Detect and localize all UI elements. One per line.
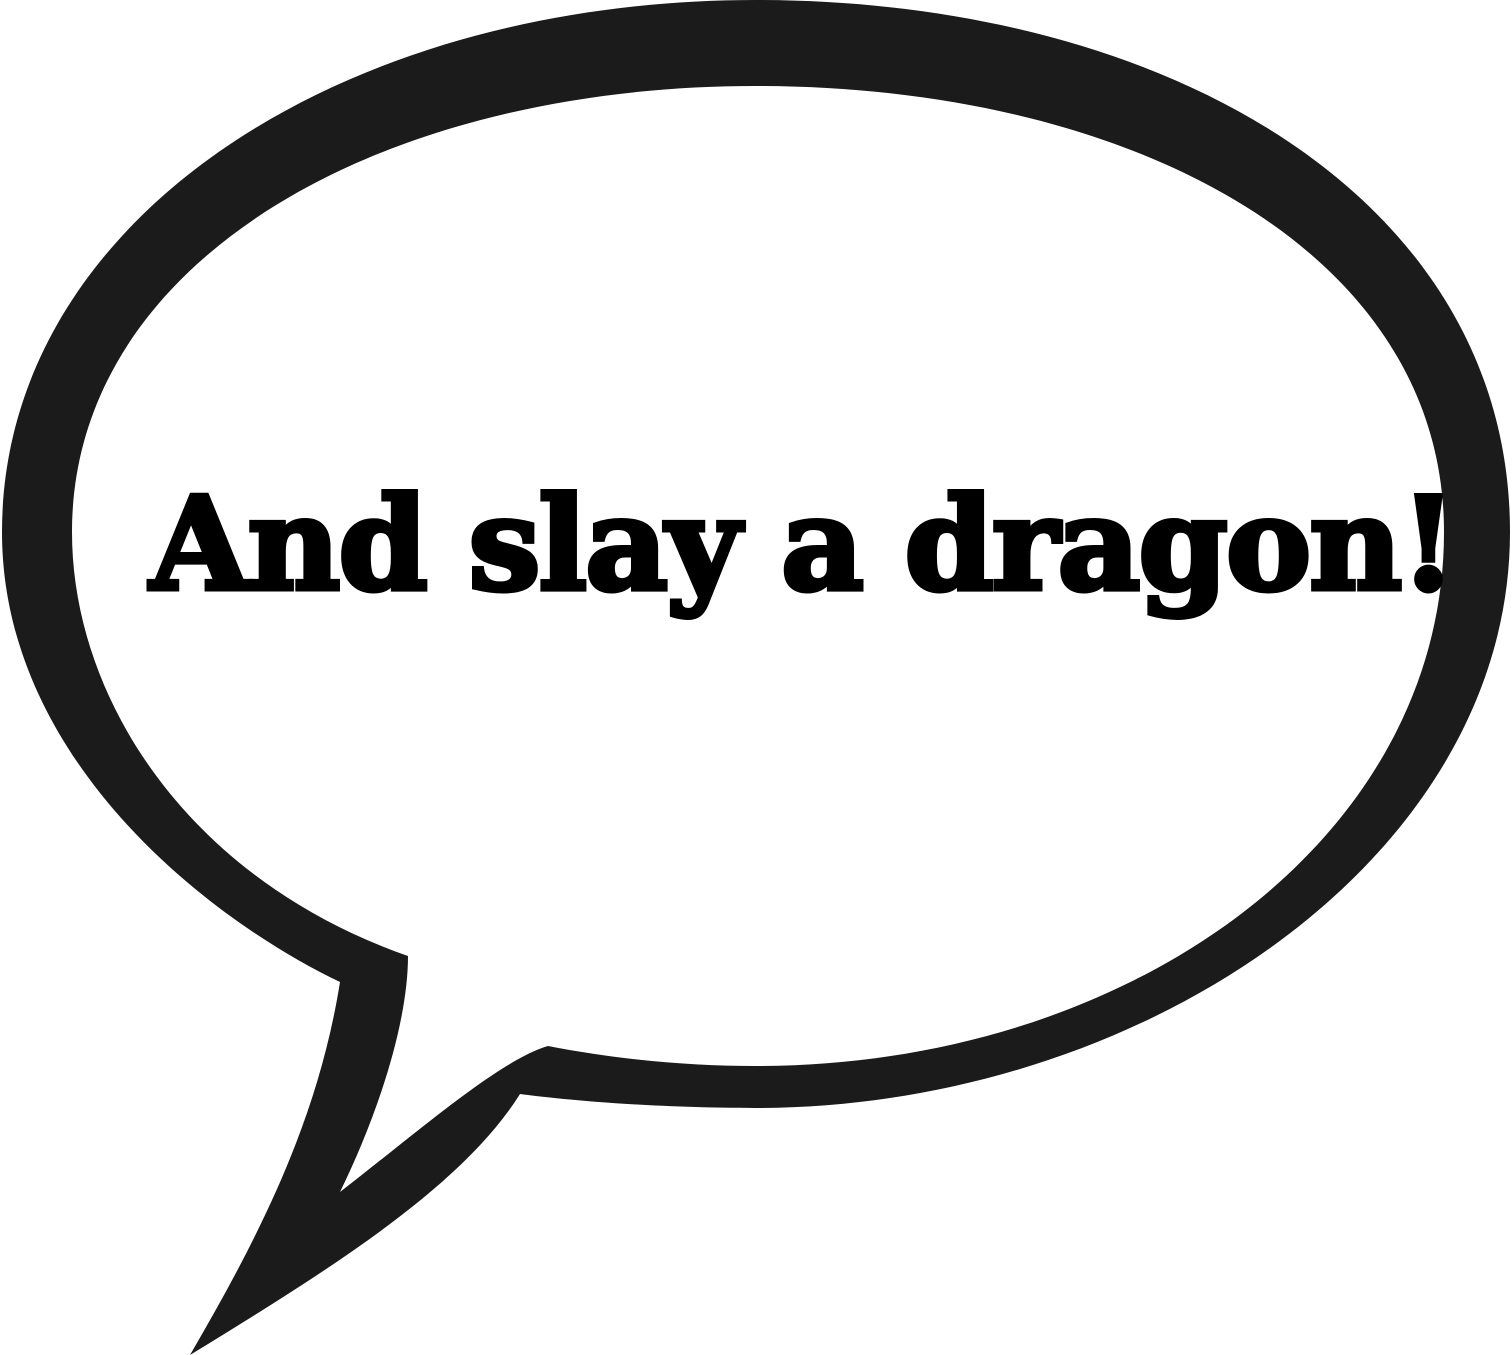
speech-bubble-text: And slay a dragon! <box>150 470 1455 620</box>
speech-bubble-fill <box>72 86 1455 1192</box>
